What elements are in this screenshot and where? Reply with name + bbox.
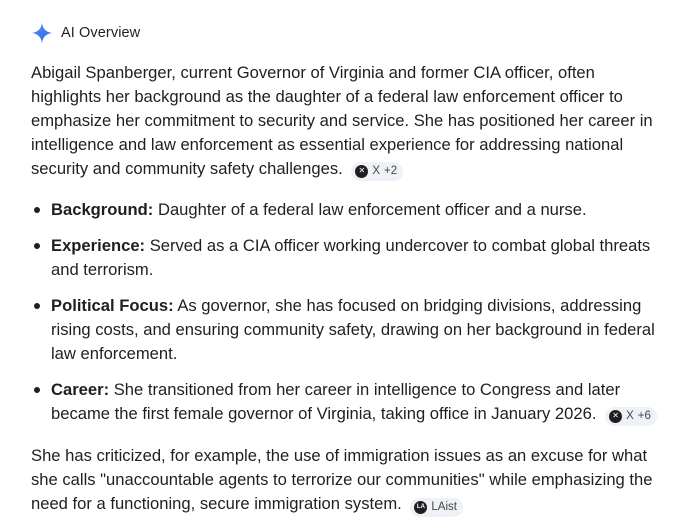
bullet-label: Career: [51,380,110,399]
facts-list [31,198,661,438]
bullet-label: Background: [51,200,154,219]
list-item [31,378,661,426]
chip-extra: +2 [384,164,398,177]
intro-text: Abigail Spanberger, current Governor of Virginia and former CIA officer, often highlights her background as the daughter of a federal law enforcement officer to emphasize her commitment to security and service. She has positioned her career in intelligence and law enforcement as essential experience for addressing national security and community safety challenges. [31,63,653,178]
chip-source: X [372,164,381,177]
chip-extra: +6 [637,409,651,422]
source-chip-laist[interactable] [410,498,463,517]
source-chip-x[interactable] [605,407,657,426]
bullet-text: Served as a CIA officer working undercover to combat global threats and terrorism. [51,236,651,279]
closing-paragraph [31,444,661,517]
sparkle-icon [31,22,53,44]
bullet-label: Political Focus: [51,296,174,315]
x-logo-icon: ✕ [355,165,368,178]
ai-overview-header [31,22,140,44]
bullet-text: Daughter of a federal law enforcement officer and a nurse. [153,200,587,219]
list-item [31,198,661,222]
bullet-text: As governor, she has focused on bridging divisions, addressing rising costs, and ensuring community safety, drawing on her background in federal law enforcement. [51,296,655,363]
list-item [31,294,661,366]
list-item [31,234,661,282]
closing-text: She has criticized, for example, the use of immigration issues as an excuse for what she calls "unaccountable agents to terrorize our communities" while emphasizing the need for a functioning, secure immigration system. [31,446,653,513]
bullet-label: Experience: [51,236,146,255]
source-chip-x[interactable] [351,162,403,181]
ai-overview-title: AI Overview [61,25,141,41]
x-logo-icon: ✕ [609,410,622,423]
bullet-text: She transitioned from her career in intelligence to Congress and later became the first female governor of Virginia, taking office in January 2026. [51,380,621,423]
laist-logo-icon: LA [414,501,427,514]
chip-source: X [626,409,634,422]
intro-paragraph [31,61,661,181]
chip-source: LAist [431,500,457,513]
